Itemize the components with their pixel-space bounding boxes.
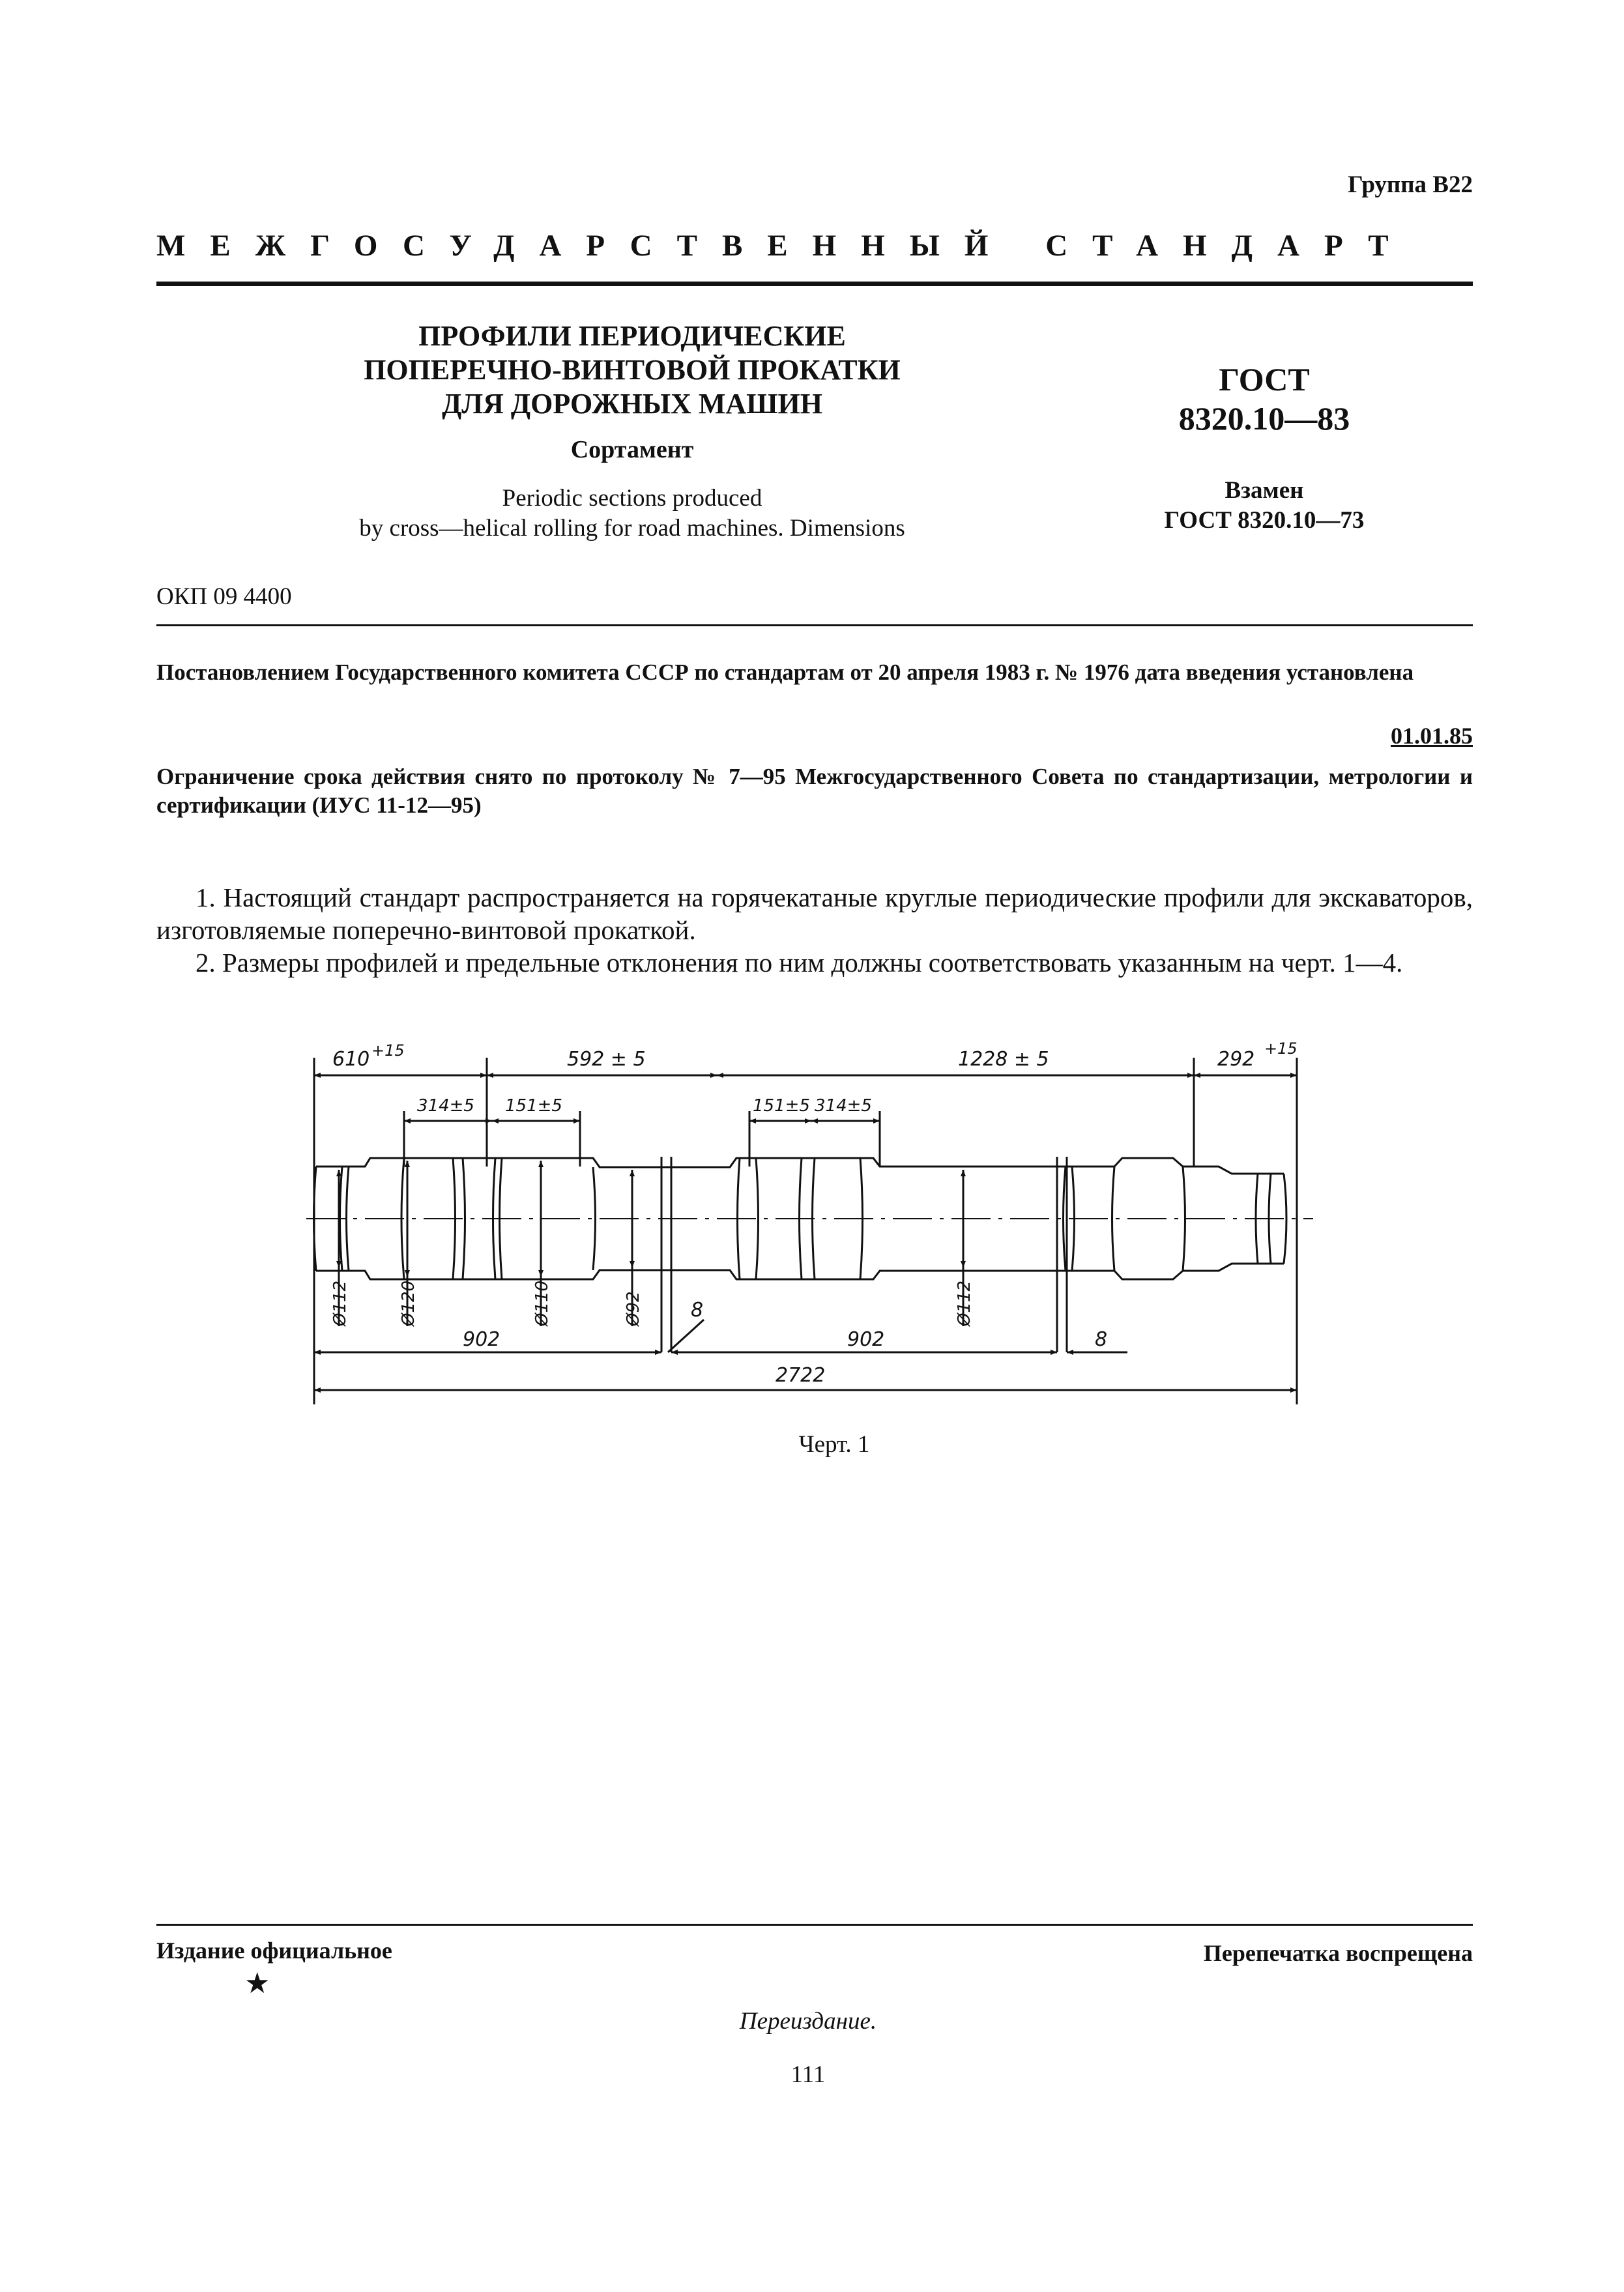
group-label: Группа В22 — [1348, 171, 1473, 198]
dim-314-left: 314±5 — [417, 1096, 474, 1116]
dim-dia-112-right: Ø112 — [955, 1280, 974, 1326]
technical-drawing — [306, 1020, 1323, 1424]
dim-292: 292 — [1217, 1048, 1255, 1071]
dim-1228: 1228 ± 5 — [958, 1048, 1049, 1071]
dim-610-tolerance: +15 — [371, 1041, 405, 1060]
replaces-block — [1147, 476, 1382, 536]
okp-code: ОКП 09 4400 — [156, 583, 292, 610]
dim-8-right: 8 — [1095, 1328, 1108, 1351]
decree-text: Постановлением Государственного комитета СССР по стандартам от 20 апреля 1983 г. № 1976 дата введения установлена — [156, 660, 1414, 685]
gost-label: ГОСТ — [1219, 361, 1310, 398]
english-title-line-2: by cross—helical rolling for road machines. Dimensions — [359, 515, 905, 542]
title-line-2: ПОПЕРЕЧНО-ВИНТОВОЙ ПРОКАТКИ — [364, 354, 901, 386]
dim-902-right: 902 — [847, 1328, 885, 1351]
limitation-text: Ограничение срока действия снято по протоколу № 7—95 Межгосударственного Совета по стандартизации, метрологии и сертификации (ИУС 11-12—95) — [156, 764, 1473, 818]
footer-rule — [156, 1924, 1473, 1926]
dim-dia-110: Ø110 — [532, 1280, 552, 1326]
replaces-standard: ГОСТ 8320.10—73 — [1164, 507, 1365, 534]
dim-610: 610 — [332, 1048, 370, 1071]
reprint-prohibited: Перепечатка воспрещена — [1203, 1940, 1473, 1966]
dim-292-tolerance: +15 — [1264, 1039, 1298, 1058]
dim-dia-120: Ø120 — [399, 1280, 418, 1326]
gost-number: 8320.10—83 — [1178, 400, 1350, 437]
paragraph-2: 2. Размеры профилей и предельные отклонения по ним должны соответствовать указанным на черт. 1—4. — [196, 948, 1403, 978]
gost-designation — [1147, 360, 1382, 438]
figure-caption: Черт. 1 — [798, 1431, 870, 1458]
dim-592: 592 ± 5 — [567, 1048, 646, 1071]
paragraph-1: 1. Настоящий стандарт распространяется на горячекатаные круглые периодические профили для экскаваторов, изготовляемые поперечно-винтовой прокаткой. — [156, 882, 1473, 945]
dim-151-left: 151±5 — [505, 1096, 562, 1116]
dim-dia-112-left: Ø112 — [330, 1280, 350, 1326]
english-title-line-1: Periodic sections produced — [502, 485, 762, 512]
dim-151-right: 151±5 — [753, 1096, 810, 1116]
title-line-3: ДЛЯ ДОРОЖНЫХ МАШИН — [442, 388, 822, 420]
dim-314-right: 314±5 — [815, 1096, 872, 1116]
subtitle: Сортамент — [570, 436, 694, 463]
page-number: 111 — [790, 2061, 826, 2088]
dim-2722: 2722 — [776, 1364, 826, 1387]
star-icon: ★ — [244, 1967, 270, 1999]
reprint-note: Переиздание. — [739, 2008, 877, 2035]
header-rule — [156, 282, 1473, 286]
introduction-date: 01.01.85 — [1391, 723, 1473, 749]
okp-rule — [156, 624, 1473, 626]
edition-label: Издание официальное — [156, 1937, 392, 1964]
dim-dia-92: Ø92 — [624, 1291, 643, 1326]
title-block — [313, 319, 951, 544]
title-line-1: ПРОФИЛИ ПЕРИОДИЧЕСКИЕ — [418, 320, 846, 352]
standard-type-heading: МЕЖГОСУДАРСТВЕННЫЙ СТАНДАРТ — [156, 229, 1414, 263]
dim-8-left: 8 — [691, 1299, 704, 1322]
dim-902-left: 902 — [463, 1328, 500, 1351]
replaces-label: Взамен — [1225, 477, 1304, 504]
